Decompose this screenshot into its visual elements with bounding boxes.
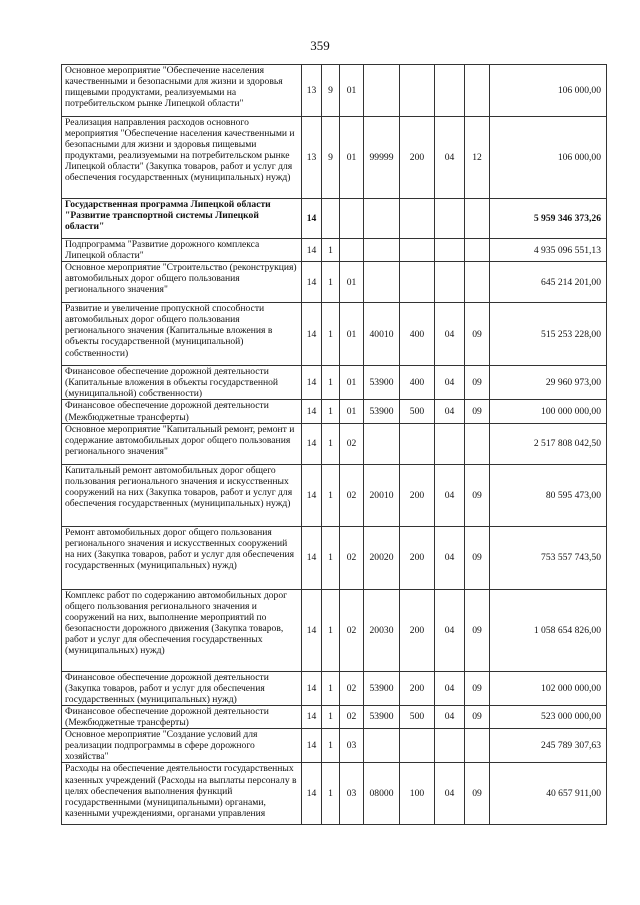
code-expense-type: [400, 199, 435, 239]
code-activity: [340, 239, 364, 262]
code-activity: 03: [340, 763, 364, 825]
code-subsection: 09: [465, 671, 490, 705]
row-amount: 5 959 346 373,26: [490, 199, 607, 239]
code-subsection: [465, 239, 490, 262]
code-subprogram: 1: [322, 366, 340, 400]
code-activity: 02: [340, 705, 364, 728]
code-program: 14: [302, 464, 322, 526]
row-amount: 523 000 000,00: [490, 705, 607, 728]
code-activity: 01: [340, 117, 364, 199]
code-direction: [364, 729, 400, 763]
code-section: 04: [435, 705, 465, 728]
table-row: [62, 65, 607, 117]
row-name: Финансовое обеспечение дорожной деятельности (Закупка товаров, работ и услуг для обеспечения государственных (муниципальных) нужд): [62, 671, 302, 705]
code-direction: 53900: [364, 366, 400, 400]
code-expense-type: [400, 423, 435, 464]
code-activity: 02: [340, 526, 364, 589]
row-name: Основное мероприятие "Строительство (реконструкция) автомобильных дорог общего пользования регионального значения": [62, 262, 302, 303]
row-name: Основное мероприятие "Капитальный ремонт, ремонт и содержание автомобильных дорог общего пользования регионального значения": [62, 423, 302, 464]
code-program: 14: [302, 763, 322, 825]
code-subprogram: 1: [322, 400, 340, 423]
code-expense-type: 200: [400, 464, 435, 526]
row-amount: 1 058 654 826,00: [490, 589, 607, 671]
code-subsection: [465, 199, 490, 239]
code-subprogram: 1: [322, 705, 340, 728]
code-expense-type: [400, 729, 435, 763]
code-direction: 20030: [364, 589, 400, 671]
code-expense-type: 200: [400, 671, 435, 705]
code-direction: [364, 239, 400, 262]
code-activity: 02: [340, 423, 364, 464]
code-subprogram: 1: [322, 303, 340, 366]
code-section: 04: [435, 400, 465, 423]
row-name: Основное мероприятие "Обеспечение населения качественными и безопасными для жизни и здоровья пищевыми продуктами, реализуемыми на потребительском рынке Липецкой области": [62, 65, 302, 117]
code-subsection: 09: [465, 303, 490, 366]
code-activity: 01: [340, 400, 364, 423]
code-expense-type: 500: [400, 705, 435, 728]
table-row: [62, 763, 607, 825]
code-activity: 02: [340, 464, 364, 526]
code-expense-type: 200: [400, 117, 435, 199]
row-amount: 106 000,00: [490, 117, 607, 199]
code-subprogram: 1: [322, 423, 340, 464]
row-name: Финансовое обеспечение дорожной деятельности (Капитальные вложения в объекты государственной (муниципальной) собственности): [62, 366, 302, 400]
table-row: [62, 262, 607, 303]
code-section: 04: [435, 117, 465, 199]
code-direction: 40010: [364, 303, 400, 366]
code-subsection: 09: [465, 705, 490, 728]
code-subsection: [465, 262, 490, 303]
row-name: Финансовое обеспечение дорожной деятельности (Межбюджетные трансферты): [62, 400, 302, 423]
code-expense-type: [400, 65, 435, 117]
code-section: [435, 262, 465, 303]
code-program: 14: [302, 729, 322, 763]
code-direction: 53900: [364, 705, 400, 728]
table-row: [62, 423, 607, 464]
budget-table: [61, 64, 607, 825]
code-activity: [340, 199, 364, 239]
code-program: 14: [302, 671, 322, 705]
row-amount: 515 253 228,00: [490, 303, 607, 366]
code-program: 14: [302, 199, 322, 239]
table-row: [62, 526, 607, 589]
table-row: [62, 366, 607, 400]
row-name: Капитальный ремонт автомобильных дорог общего пользования регионального значения и искусственных сооружений на них (Закупка товаров, работ и услуг для обеспечения государственных (муниципальных) нужд): [62, 464, 302, 526]
code-subprogram: [322, 199, 340, 239]
code-section: 04: [435, 589, 465, 671]
page-number: 359: [310, 38, 330, 53]
row-name: Комплекс работ по содержанию автомобильных дорог общего пользования регионального значения и сооружений на них, выполнение мероприятий по безопасности дорожного движения (Закупка товаров, работ и услуг для обеспечения государственных (муниципальных) нужд): [62, 589, 302, 671]
row-amount: 645 214 201,00: [490, 262, 607, 303]
code-expense-type: 500: [400, 400, 435, 423]
code-subprogram: 1: [322, 526, 340, 589]
code-section: [435, 199, 465, 239]
code-expense-type: [400, 262, 435, 303]
code-program: 14: [302, 303, 322, 366]
row-name: Основное мероприятие "Создание условий для реализации подпрограммы в сфере дорожного хозяйства": [62, 729, 302, 763]
row-amount: 2 517 808 042,50: [490, 423, 607, 464]
code-program: 14: [302, 366, 322, 400]
table-row: [62, 400, 607, 423]
code-direction: 20010: [364, 464, 400, 526]
code-section: 04: [435, 464, 465, 526]
code-section: 04: [435, 763, 465, 825]
code-section: 04: [435, 303, 465, 366]
code-section: [435, 65, 465, 117]
code-activity: 02: [340, 589, 364, 671]
code-subprogram: 1: [322, 239, 340, 262]
code-activity: 01: [340, 65, 364, 117]
code-direction: [364, 423, 400, 464]
code-subsection: 09: [465, 526, 490, 589]
code-direction: 08000: [364, 763, 400, 825]
row-name: Государственная программа Липецкой области "Развитие транспортной системы Липецкой области": [62, 199, 302, 239]
code-program: 14: [302, 705, 322, 728]
code-direction: 53900: [364, 671, 400, 705]
table-row: [62, 117, 607, 199]
code-subprogram: 1: [322, 262, 340, 303]
code-program: 14: [302, 526, 322, 589]
row-name: Реализация направления расходов основного мероприятия "Обеспечение населения качественными и безопасными для жизни и здоровья пищевыми продуктами, реализуемыми на потребительском рынке Липецкой области" (Закупка товаров, работ и услуг для обеспечения государственных (муниципальных) нужд): [62, 117, 302, 199]
code-activity: 03: [340, 729, 364, 763]
code-activity: 01: [340, 262, 364, 303]
code-expense-type: 200: [400, 526, 435, 589]
code-subprogram: 1: [322, 464, 340, 526]
code-subprogram: 1: [322, 729, 340, 763]
code-subsection: [465, 65, 490, 117]
row-name: Подпрограмма "Развитие дорожного комплекса Липецкой области": [62, 239, 302, 262]
code-direction: 99999: [364, 117, 400, 199]
code-direction: 20020: [364, 526, 400, 589]
code-subsection: 09: [465, 464, 490, 526]
code-expense-type: 100: [400, 763, 435, 825]
code-direction: [364, 65, 400, 117]
code-subprogram: 9: [322, 117, 340, 199]
row-name: Расходы на обеспечение деятельности государственных казенных учреждений (Расходы на выплаты персоналу в целях обеспечения выполнения функций государственными (муниципальными) органами, казенными учреждениями, органами управления: [62, 763, 302, 825]
table-row: [62, 671, 607, 705]
code-section: 04: [435, 526, 465, 589]
code-subprogram: 1: [322, 671, 340, 705]
code-subsection: [465, 423, 490, 464]
table-row: [62, 705, 607, 728]
code-program: 14: [302, 262, 322, 303]
code-section: [435, 423, 465, 464]
table-row: [62, 729, 607, 763]
row-amount: 106 000,00: [490, 65, 607, 117]
row-amount: 29 960 973,00: [490, 366, 607, 400]
code-activity: 01: [340, 366, 364, 400]
code-subsection: 09: [465, 366, 490, 400]
code-subprogram: 1: [322, 763, 340, 825]
table-row: [62, 303, 607, 366]
table-row: [62, 464, 607, 526]
code-program: 13: [302, 117, 322, 199]
code-direction: [364, 199, 400, 239]
row-name: Финансовое обеспечение дорожной деятельности (Межбюджетные трансферты): [62, 705, 302, 728]
row-amount: 753 557 743,50: [490, 526, 607, 589]
code-subprogram: 1: [322, 589, 340, 671]
row-amount: 4 935 096 551,13: [490, 239, 607, 262]
code-subsection: [465, 729, 490, 763]
row-name: Развитие и увеличение пропускной способности автомобильных дорог общего пользования регионального значения (Капитальные вложения в объекты государственной (муниципальной) собственности): [62, 303, 302, 366]
code-subsection: 09: [465, 763, 490, 825]
code-activity: 01: [340, 303, 364, 366]
code-activity: 02: [340, 671, 364, 705]
code-program: 14: [302, 239, 322, 262]
code-direction: [364, 262, 400, 303]
row-amount: 40 657 911,00: [490, 763, 607, 825]
table-row: [62, 589, 607, 671]
code-program: 14: [302, 400, 322, 423]
code-program: 14: [302, 589, 322, 671]
table-row: [62, 239, 607, 262]
row-amount: 80 595 473,00: [490, 464, 607, 526]
code-program: 14: [302, 423, 322, 464]
code-section: 04: [435, 671, 465, 705]
code-direction: 53900: [364, 400, 400, 423]
code-section: 04: [435, 366, 465, 400]
code-expense-type: 400: [400, 366, 435, 400]
code-subsection: 09: [465, 589, 490, 671]
code-subsection: 09: [465, 400, 490, 423]
code-subsection: 12: [465, 117, 490, 199]
code-section: [435, 729, 465, 763]
row-amount: 102 000 000,00: [490, 671, 607, 705]
code-subprogram: 9: [322, 65, 340, 117]
code-expense-type: 200: [400, 589, 435, 671]
row-name: Ремонт автомобильных дорог общего пользования регионального значения и искусственных сооружений на них (Закупка товаров, работ и услуг для обеспечения государственных (муниципальных) нужд): [62, 526, 302, 589]
row-amount: 100 000 000,00: [490, 400, 607, 423]
code-section: [435, 239, 465, 262]
code-expense-type: 400: [400, 303, 435, 366]
row-amount: 245 789 307,63: [490, 729, 607, 763]
table-row: [62, 199, 607, 239]
code-expense-type: [400, 239, 435, 262]
code-program: 13: [302, 65, 322, 117]
